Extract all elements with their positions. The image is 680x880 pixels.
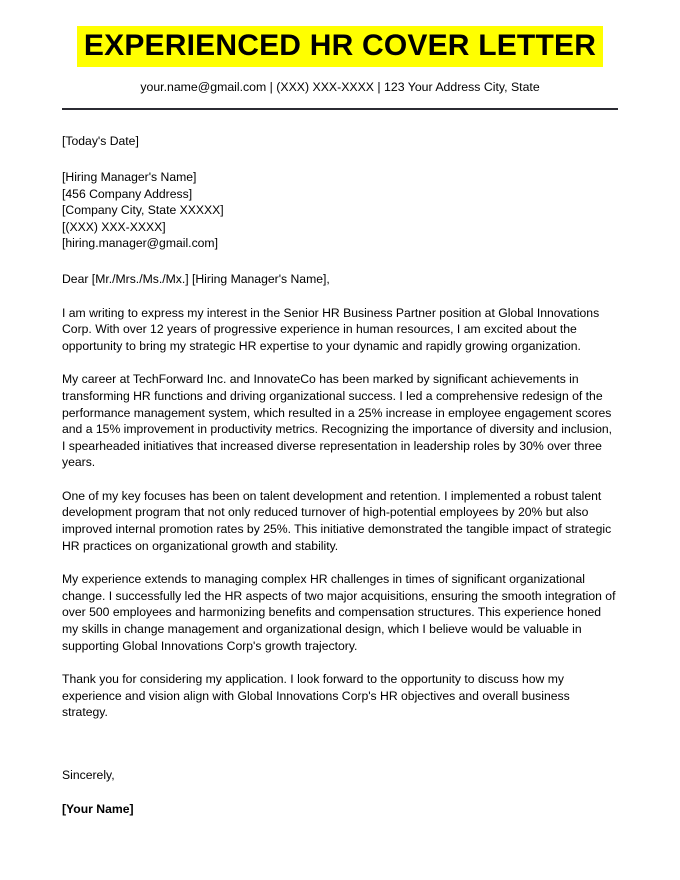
body-paragraph-1: I am writing to express my interest in the Senior HR Business Partner position at Global Innovations Corp. With over 12 years of progressive experience in human resources, I am excited about the opportunity to bring my strategic HR expertise to your dynamic and rapidly growing organization. — [62, 305, 600, 353]
recipient-address-block — [62, 169, 618, 252]
salutation-line: Dear [Mr./Mrs./Ms./Mx.] [Hiring Manager's Name], — [62, 271, 330, 286]
letter-body — [62, 110, 618, 817]
recipient-email: [hiring.manager@gmail.com] — [62, 236, 218, 251]
body-paragraph-3: One of my key focuses has been on talent development and retention. I implemented a robust talent development program that not only reduced turnover of high-potential employees by 20% but also improved internal promotion rates by 25%. This initiative demonstrated the tangible impact of strategic HR practices on organizational growth and stability. — [62, 488, 612, 553]
recipient-name: [Hiring Manager's Name] — [62, 169, 197, 184]
letter-date: [Today's Date] — [62, 134, 139, 149]
page-title: EXPERIENCED HR COVER LETTER — [77, 26, 603, 67]
body-paragraph-2: My career at TechForward Inc. and InnovateCo has been marked by significant achievements in transforming HR functions and driving organizational success. I led a comprehensive redesign of the performance management system, which resulted in a 25% increase in employee engagement scores and a 15% improvement in productivity metrics. Recognizing the importance of diversity and inclusion, I spearheaded initiatives that increased diverse representation in leadership roles by 30% over three years. — [62, 372, 613, 470]
contact-info-line: your.name@gmail.com | (XXX) XXX-XXXX | 123 Your Address City, State — [140, 80, 540, 95]
recipient-city: [Company City, State XXXXX] — [62, 203, 224, 218]
letter-header — [0, 0, 680, 110]
recipient-phone: [(XXX) XXX-XXXX] — [62, 219, 166, 234]
recipient-street: [456 Company Address] — [62, 186, 193, 201]
body-paragraph-4: My experience extends to managing complex HR challenges in times of significant organizational change. I successfully led the HR aspects of two major acquisitions, ensuring the smooth integration of over 500 employees and harmonizing benefits and compensation structures. This experience honed my skills in change management and organizational design, which I believe would be valuable in supporting Global Innovations Corp's growth trajectory. — [62, 572, 616, 653]
closing-salutation: Sincerely, — [62, 768, 115, 782]
body-paragraph-5: Thank you for considering my application. I look forward to the opportunity to discuss how my experience and vision align with Global Innovations Corp's HR objectives and overall business strategy. — [62, 672, 570, 720]
signature-name: [Your Name] — [62, 801, 134, 816]
closing-block — [62, 767, 618, 817]
